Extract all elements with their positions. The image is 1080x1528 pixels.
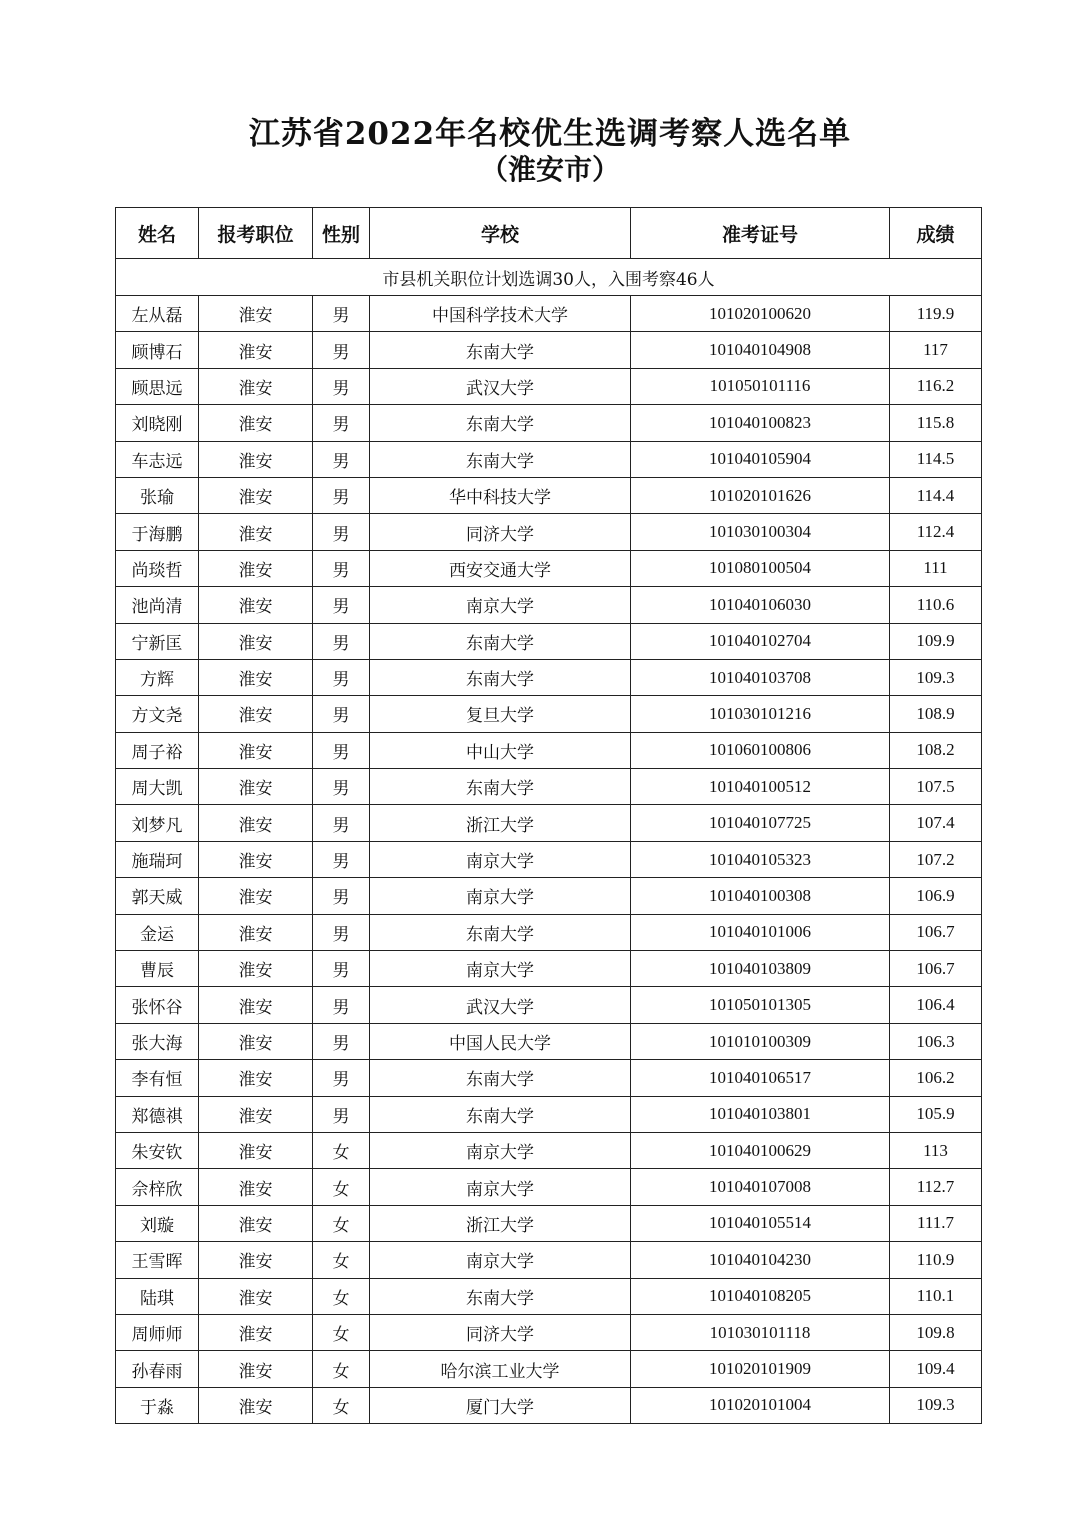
cell-ticket-number: 101040107008	[631, 1169, 890, 1205]
cell-name: 车志远	[116, 441, 199, 477]
cell-position: 淮安	[199, 1205, 313, 1241]
cell-position: 淮安	[199, 878, 313, 914]
cell-ticket-number: 101040104230	[631, 1242, 890, 1278]
cell-ticket-number: 101040105323	[631, 841, 890, 877]
page-subtitle: （淮安市）	[479, 153, 620, 186]
cell-name: 张大海	[116, 1023, 199, 1059]
cell-name: 尚琰哲	[116, 550, 199, 586]
cell-name: 王雪晖	[116, 1242, 199, 1278]
cell-position: 淮安	[199, 914, 313, 950]
cell-name: 于海鹏	[116, 514, 199, 550]
table-row	[116, 1387, 982, 1423]
cell-score: 110.9	[890, 1242, 982, 1278]
cell-gender: 男	[313, 368, 370, 404]
cell-ticket-number: 101040108205	[631, 1278, 890, 1314]
cell-school: 东南大学	[370, 405, 631, 441]
cell-name: 周师师	[116, 1314, 199, 1350]
cell-school: 华中科技大学	[370, 477, 631, 513]
cell-gender: 女	[313, 1205, 370, 1241]
cell-name: 周大凯	[116, 769, 199, 805]
cell-score: 110.6	[890, 587, 982, 623]
cell-gender: 男	[313, 477, 370, 513]
cell-score: 106.4	[890, 987, 982, 1023]
table-row	[116, 1205, 982, 1241]
table-row	[116, 477, 982, 513]
cell-school: 东南大学	[370, 1278, 631, 1314]
cell-position: 淮安	[199, 987, 313, 1023]
cell-position: 淮安	[199, 841, 313, 877]
cell-position: 淮安	[199, 1023, 313, 1059]
cell-score: 107.4	[890, 805, 982, 841]
cell-gender: 女	[313, 1242, 370, 1278]
cell-gender: 男	[313, 1023, 370, 1059]
cell-score: 107.5	[890, 769, 982, 805]
cell-school: 南京大学	[370, 1169, 631, 1205]
table-row	[116, 1314, 982, 1350]
cell-gender: 女	[313, 1278, 370, 1314]
cell-gender: 男	[313, 951, 370, 987]
cell-score: 112.7	[890, 1169, 982, 1205]
cell-name: 郭天威	[116, 878, 199, 914]
cell-score: 109.4	[890, 1351, 982, 1387]
table-row	[116, 805, 982, 841]
table-row	[116, 1242, 982, 1278]
cell-school: 南京大学	[370, 1132, 631, 1168]
cell-school: 同济大学	[370, 514, 631, 550]
cell-score: 110.1	[890, 1278, 982, 1314]
cell-ticket-number: 101040102704	[631, 623, 890, 659]
cell-ticket-number: 101030101118	[631, 1314, 890, 1350]
cell-name: 刘璇	[116, 1205, 199, 1241]
cell-position: 淮安	[199, 514, 313, 550]
table-row	[116, 405, 982, 441]
table-row	[116, 623, 982, 659]
cell-name: 陆琪	[116, 1278, 199, 1314]
cell-school: 哈尔滨工业大学	[370, 1351, 631, 1387]
cell-name: 顾博石	[116, 332, 199, 368]
cell-ticket-number: 101020100620	[631, 296, 890, 332]
cell-score: 108.2	[890, 732, 982, 768]
cell-school: 武汉大学	[370, 368, 631, 404]
cell-name: 金运	[116, 914, 199, 950]
cell-score: 111	[890, 550, 982, 586]
cell-school: 南京大学	[370, 841, 631, 877]
cell-school: 厦门大学	[370, 1387, 631, 1423]
cell-name: 佘梓欣	[116, 1169, 199, 1205]
cell-ticket-number: 101040107725	[631, 805, 890, 841]
table-body	[116, 259, 982, 1424]
cell-ticket-number: 101040104908	[631, 332, 890, 368]
table-row	[116, 878, 982, 914]
cell-gender: 男	[313, 732, 370, 768]
cell-score: 106.3	[890, 1023, 982, 1059]
table-row	[116, 659, 982, 695]
table-row	[116, 1096, 982, 1132]
cell-position: 淮安	[199, 1351, 313, 1387]
cell-position: 淮安	[199, 332, 313, 368]
cell-name: 左从磊	[116, 296, 199, 332]
table-row	[116, 514, 982, 550]
cell-gender: 男	[313, 659, 370, 695]
cell-score: 119.9	[890, 296, 982, 332]
cell-score: 105.9	[890, 1096, 982, 1132]
cell-score: 106.7	[890, 914, 982, 950]
table-row	[116, 550, 982, 586]
cell-school: 东南大学	[370, 659, 631, 695]
cell-ticket-number: 101020101909	[631, 1351, 890, 1387]
table-row	[116, 1169, 982, 1205]
cell-position: 淮安	[199, 1169, 313, 1205]
cell-name: 周子裕	[116, 732, 199, 768]
cell-gender: 男	[313, 841, 370, 877]
cell-name: 方文尧	[116, 696, 199, 732]
cell-position: 淮安	[199, 1278, 313, 1314]
cell-gender: 女	[313, 1351, 370, 1387]
cell-name: 张瑜	[116, 477, 199, 513]
table-row	[116, 914, 982, 950]
cell-score: 117	[890, 332, 982, 368]
cell-ticket-number: 101040100308	[631, 878, 890, 914]
cell-score: 113	[890, 1132, 982, 1168]
cell-name: 方辉	[116, 659, 199, 695]
table-row	[116, 587, 982, 623]
cell-ticket-number: 101040105904	[631, 441, 890, 477]
cell-gender: 男	[313, 769, 370, 805]
cell-name: 孙春雨	[116, 1351, 199, 1387]
cell-school: 东南大学	[370, 1096, 631, 1132]
table-header-row	[116, 208, 982, 259]
cell-position: 淮安	[199, 1060, 313, 1096]
cell-ticket-number: 101030100304	[631, 514, 890, 550]
cell-position: 淮安	[199, 1132, 313, 1168]
cell-position: 淮安	[199, 769, 313, 805]
cell-school: 东南大学	[370, 332, 631, 368]
cell-gender: 男	[313, 587, 370, 623]
cell-gender: 女	[313, 1169, 370, 1205]
table-row	[116, 1060, 982, 1096]
cell-school: 东南大学	[370, 623, 631, 659]
cell-ticket-number: 101040106030	[631, 587, 890, 623]
cell-ticket-number: 101040103809	[631, 951, 890, 987]
table-row	[116, 841, 982, 877]
cell-score: 116.2	[890, 368, 982, 404]
cell-position: 淮安	[199, 405, 313, 441]
group-row	[116, 259, 982, 296]
cell-name: 宁新匡	[116, 623, 199, 659]
cell-position: 淮安	[199, 951, 313, 987]
cell-position: 淮安	[199, 587, 313, 623]
cell-ticket-number: 101050101305	[631, 987, 890, 1023]
cell-position: 淮安	[199, 441, 313, 477]
cell-score: 114.4	[890, 477, 982, 513]
cell-score: 111.7	[890, 1205, 982, 1241]
cell-score: 114.5	[890, 441, 982, 477]
group-label: 市县机关职位计划选调30人，入围考察46人	[116, 259, 982, 296]
cell-name: 刘晓刚	[116, 405, 199, 441]
cell-school: 西安交通大学	[370, 550, 631, 586]
table-row	[116, 368, 982, 404]
table-row	[116, 732, 982, 768]
cell-name: 张怀谷	[116, 987, 199, 1023]
cell-score: 109.8	[890, 1314, 982, 1350]
page-title: 江苏省2022年名校优生选调考察人选名单	[248, 116, 852, 152]
table-row	[116, 987, 982, 1023]
cell-ticket-number: 101060100806	[631, 732, 890, 768]
cell-school: 东南大学	[370, 769, 631, 805]
header-score: 成绩	[890, 208, 982, 259]
cell-gender: 女	[313, 1132, 370, 1168]
cell-position: 淮安	[199, 1096, 313, 1132]
cell-school: 东南大学	[370, 441, 631, 477]
cell-school: 南京大学	[370, 1242, 631, 1278]
cell-score: 109.9	[890, 623, 982, 659]
cell-name: 李有恒	[116, 1060, 199, 1096]
table-row	[116, 1278, 982, 1314]
cell-score: 112.4	[890, 514, 982, 550]
cell-gender: 男	[313, 623, 370, 659]
cell-ticket-number: 101010100309	[631, 1023, 890, 1059]
cell-gender: 男	[313, 1060, 370, 1096]
table-row	[116, 1351, 982, 1387]
table-row	[116, 696, 982, 732]
header-ticket-number: 准考证号	[631, 208, 890, 259]
cell-school: 南京大学	[370, 878, 631, 914]
cell-ticket-number: 101040100512	[631, 769, 890, 805]
cell-gender: 男	[313, 805, 370, 841]
cell-score: 109.3	[890, 659, 982, 695]
header-school: 学校	[370, 208, 631, 259]
cell-school: 中山大学	[370, 732, 631, 768]
cell-school: 南京大学	[370, 587, 631, 623]
cell-score: 106.7	[890, 951, 982, 987]
table-row	[116, 332, 982, 368]
header-position: 报考职位	[199, 208, 313, 259]
cell-gender: 男	[313, 914, 370, 950]
cell-position: 淮安	[199, 477, 313, 513]
table-row	[116, 1023, 982, 1059]
cell-score: 109.3	[890, 1387, 982, 1423]
cell-position: 淮安	[199, 659, 313, 695]
cell-position: 淮安	[199, 1242, 313, 1278]
cell-name: 顾思远	[116, 368, 199, 404]
cell-ticket-number: 101040106517	[631, 1060, 890, 1096]
cell-position: 淮安	[199, 623, 313, 659]
cell-ticket-number: 101040101006	[631, 914, 890, 950]
cell-position: 淮安	[199, 732, 313, 768]
cell-school: 同济大学	[370, 1314, 631, 1350]
cell-gender: 男	[313, 405, 370, 441]
cell-ticket-number: 101080100504	[631, 550, 890, 586]
cell-school: 中国人民大学	[370, 1023, 631, 1059]
cell-school: 复旦大学	[370, 696, 631, 732]
cell-school: 浙江大学	[370, 1205, 631, 1241]
cell-name: 池尚清	[116, 587, 199, 623]
cell-score: 115.8	[890, 405, 982, 441]
cell-position: 淮安	[199, 368, 313, 404]
cell-ticket-number: 101040103801	[631, 1096, 890, 1132]
header-name: 姓名	[116, 208, 199, 259]
cell-score: 106.9	[890, 878, 982, 914]
cell-gender: 男	[313, 441, 370, 477]
cell-position: 淮安	[199, 550, 313, 586]
table-row	[116, 441, 982, 477]
cell-ticket-number: 101040105514	[631, 1205, 890, 1241]
cell-position: 淮安	[199, 805, 313, 841]
candidate-table	[115, 207, 982, 1424]
cell-gender: 男	[313, 696, 370, 732]
cell-score: 107.2	[890, 841, 982, 877]
table-row	[116, 296, 982, 332]
cell-score: 108.9	[890, 696, 982, 732]
cell-name: 郑德祺	[116, 1096, 199, 1132]
cell-gender: 男	[313, 296, 370, 332]
cell-ticket-number: 101040100823	[631, 405, 890, 441]
cell-ticket-number: 101020101004	[631, 1387, 890, 1423]
cell-position: 淮安	[199, 696, 313, 732]
cell-gender: 男	[313, 1096, 370, 1132]
cell-name: 施瑞珂	[116, 841, 199, 877]
cell-school: 东南大学	[370, 1060, 631, 1096]
cell-ticket-number: 101030101216	[631, 696, 890, 732]
cell-gender: 女	[313, 1387, 370, 1423]
cell-name: 朱安钦	[116, 1132, 199, 1168]
cell-school: 中国科学技术大学	[370, 296, 631, 332]
cell-gender: 男	[313, 514, 370, 550]
table-row	[116, 1132, 982, 1168]
cell-gender: 男	[313, 878, 370, 914]
cell-position: 淮安	[199, 1314, 313, 1350]
cell-ticket-number: 101050101116	[631, 368, 890, 404]
cell-score: 106.2	[890, 1060, 982, 1096]
cell-school: 东南大学	[370, 914, 631, 950]
cell-name: 于淼	[116, 1387, 199, 1423]
cell-position: 淮安	[199, 296, 313, 332]
cell-name: 刘梦凡	[116, 805, 199, 841]
cell-ticket-number: 101040103708	[631, 659, 890, 695]
cell-school: 武汉大学	[370, 987, 631, 1023]
cell-ticket-number: 101020101626	[631, 477, 890, 513]
cell-name: 曹辰	[116, 951, 199, 987]
cell-gender: 男	[313, 987, 370, 1023]
cell-school: 南京大学	[370, 951, 631, 987]
cell-position: 淮安	[199, 1387, 313, 1423]
table-row	[116, 951, 982, 987]
cell-gender: 女	[313, 1314, 370, 1350]
cell-ticket-number: 101040100629	[631, 1132, 890, 1168]
table-row	[116, 769, 982, 805]
cell-gender: 男	[313, 550, 370, 586]
cell-school: 浙江大学	[370, 805, 631, 841]
header-gender: 性别	[313, 208, 370, 259]
cell-gender: 男	[313, 332, 370, 368]
